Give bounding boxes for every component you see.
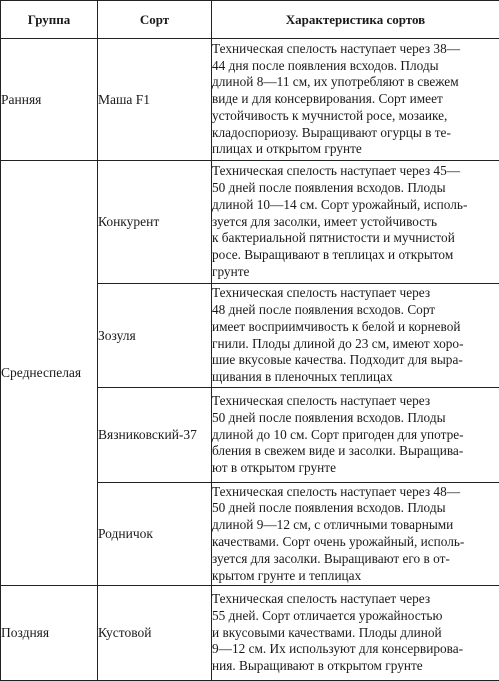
variety-description [212, 388, 499, 483]
header-characteristic: Характеристика сортов [212, 1, 499, 39]
table-row [1, 39, 499, 161]
variety-description [212, 39, 499, 161]
description-text: Техническая спелость наступает через 50 дней после появления всходов. Плоды длиной до 10 см. Сорт пригоден для употре- бления в свежем виде и засолки. Выращива- ют в открытом грунте [212, 393, 499, 477]
description-text: Техническая спелость наступает через 48 дней после появления всходов. Сорт имеет восприимчивость к белой и корневой гнили. Плоды длиной до 23 см, имеют хоро- шие вкусовые качества. Подходит для выра- щивания в пленочных теплицах [212, 285, 499, 386]
variety-description [212, 483, 499, 586]
group-mid-season: Среднеспелая [1, 161, 98, 586]
header-group: Группа [1, 1, 98, 39]
header-variety: Сорт [98, 1, 212, 39]
group-late: Поздняя [1, 586, 98, 681]
description-text: Техническая спелость наступает через 38— 44 дня после появления всходов. Плоды длиной 8—11 см, их употребляют в свежем виде и для консервирования. Сорт имеет устойчивость к мучнистой росе, мозаике, кладоспориозу. Выращивают огурцы в те- плицах и открытом грунте [212, 41, 499, 159]
description-text: Техническая спелость наступает через 55 дней. Сорт отличается урожайностью и вкусовыми качествами. Плоды длиной 9—12 см. Их используют для консервирова- ния. Выращивают в открытом грунте [212, 591, 499, 675]
table-row [1, 161, 499, 284]
variety-name: Вязниковский-37 [98, 388, 212, 483]
description-text: Техническая спелость наступает через 45— 50 дней после появления всходов. Плоды длиной 10—14 см. Сорт урожайный, исполь- зуется для засолки, имеет устойчивость к бактериальной пятнистости и мучнистой росе. Выращивают в теплицах и открытом грунте [212, 163, 499, 281]
variety-name: Конкурент [98, 161, 212, 284]
variety-description [212, 586, 499, 681]
variety-name: Родничок [98, 483, 212, 586]
variety-description [212, 161, 499, 284]
group-early: Ранняя [1, 39, 98, 161]
variety-description [212, 284, 499, 388]
description-text: Техническая спелость наступает через 48— 50 дней после появления всходов. Плоды длиной 9—12 см, с отличными товарными качествами. Сорт очень урожайный, исполь- зуется для засолки. Выращивают его в от- крытом грунте и теплицах [212, 484, 499, 585]
variety-name: Маша F1 [98, 39, 212, 161]
table-row [1, 586, 499, 681]
variety-name: Кустовой [98, 586, 212, 681]
variety-name: Зозуля [98, 284, 212, 388]
header-row [1, 1, 499, 39]
